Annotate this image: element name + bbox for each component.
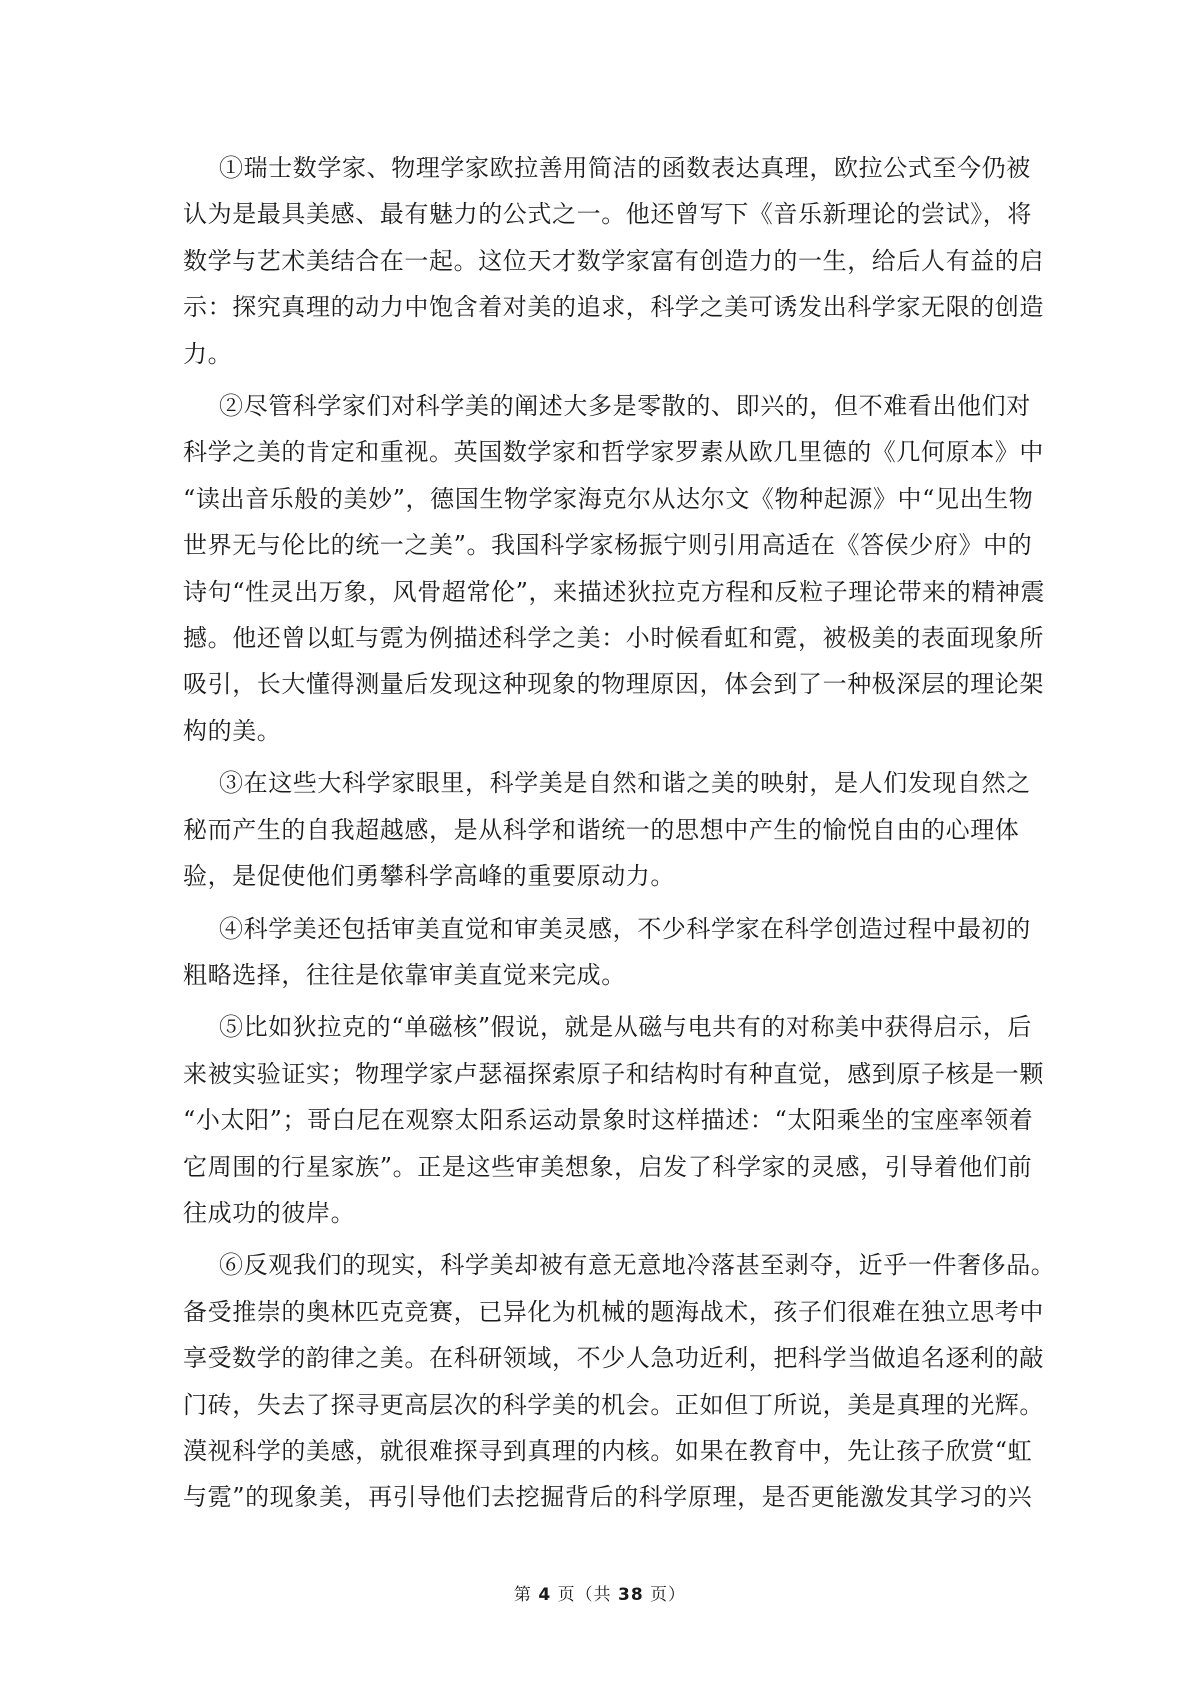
paragraph-6: [183, 1242, 1056, 1520]
paragraph-3: [183, 760, 1031, 899]
paragraph-line: 来被实验证实；物理学家卢瑟福探索原子和结构时有种直觉，感到原子核是一颗: [183, 1059, 1044, 1088]
paragraph-line: 漠视科学的美感，就很难探寻到真理的内核。如果在教育中，先让孩子欣赏“虹: [183, 1436, 1033, 1465]
paragraph-line: 示：探究真理的动力中饱含着对美的追求，科学之美可诱发出科学家无限的创造: [183, 293, 1044, 322]
total-page-count: 38: [617, 1585, 644, 1605]
article-body: [183, 145, 1056, 1527]
current-page-number: 4: [538, 1585, 552, 1605]
paragraph-line: 吸引，长大懂得测量后发现这种现象的物理原因，体会到了一种极深层的理论架: [183, 670, 1044, 699]
paragraph-line: ①瑞士数学家、物理学家欧拉善用简洁的函数表达真理，欧拉公式至今仍被: [219, 154, 1031, 182]
paragraph-line: 门砖，失去了探寻更高层次的科学美的机会。正如但丁所说，美是真理的光辉。: [183, 1390, 1044, 1419]
paragraph-line: 数学与艺术美结合在一起。这位天才数学家富有创造力的一生，给后人有益的启: [183, 246, 1044, 275]
paragraph-line: 科学之美的肯定和重视。英国数学家和哲学家罗素从欧几里德的《几何原本》中: [183, 438, 1044, 467]
paragraph-line: 诗句“性灵出万象，风骨超常伦”，来描述狄拉克方程和反粒子理论带来的精神震: [183, 577, 1046, 606]
paragraph-line: 粗略选择，往往是依靠审美直觉来完成。: [183, 960, 626, 989]
paragraph-line: 往成功的彼岸。: [183, 1198, 356, 1227]
paragraph-line: ④科学美还包括审美直觉和审美灵感，不少科学家在科学创造过程中最初的: [219, 914, 1031, 943]
footer-suffix: 页）: [650, 1585, 687, 1605]
paragraph-line: ⑤比如狄拉克的“单磁核”假说，就是从磁与电共有的对称美中获得启示，后: [219, 1013, 1032, 1042]
paragraph-line: 享受数学的韵律之美。在科研领域，不少人急功近利，把科学当做追名逐利的敲: [183, 1344, 1044, 1373]
paragraph-line: “读出音乐般的美妙”，德国生物学家海克尔从达尔文《物种起源》中“见出生物: [183, 484, 1034, 513]
paragraph-line: 构的美。: [183, 716, 282, 745]
page-footer: [0, 1580, 1200, 1605]
footer-middle: 页（共: [557, 1585, 612, 1605]
paragraph-line: 与霓”的现象美，再引导他们去挖掘背后的科学原理，是否更能激发其学习的兴: [183, 1483, 1033, 1512]
footer-prefix: 第: [513, 1585, 532, 1605]
paragraph-line: 备受推崇的奥林匹克竞赛，已异化为机械的题海战术，孩子们很难在独立思考中: [183, 1297, 1044, 1326]
paragraph-line: 它周围的行星家族”。正是这些审美想象，启发了科学家的灵感，引导着他们前: [183, 1152, 1033, 1181]
paragraph-4: [183, 906, 1031, 999]
paragraph-line: ②尽管科学家们对科学美的阐述大多是零散的、即兴的，但不难看出他们对: [219, 392, 1031, 421]
paragraph-line: 验，是促使他们勇攀科学高峰的重要原动力。: [183, 862, 675, 891]
paragraph-1: [183, 145, 1044, 377]
paragraph-line: 秘而产生的自我超越感，是从科学和谐统一的思想中产生的愉悦自由的心理体: [183, 815, 1020, 844]
paragraph-2: [183, 383, 1046, 754]
paragraph-5: [183, 1004, 1044, 1236]
paragraph-line: 力。: [183, 339, 233, 368]
paragraph-line: ③在这些大科学家眼里，科学美是自然和谐之美的映射，是人们发现自然之: [219, 769, 1031, 798]
paragraph-line: 撼。他还曾以虹与霓为例描述科学之美：小时候看虹和霓，被极美的表面现象所: [183, 624, 1044, 653]
paragraph-line: ⑥反观我们的现实，科学美却被有意无意地冷落甚至剥夺，近乎一件奢侈品。: [219, 1251, 1056, 1280]
paragraph-line: 认为是最具美感、最有魅力的公式之一。他还曾写下《音乐新理论的尝试》，将: [183, 200, 1032, 229]
paragraph-line: “小太阳”；哥白尼在观察太阳系运动景象时这样描述：“太阳乘坐的宝座率领着: [183, 1106, 1034, 1135]
paragraph-line: 世界无与伦比的统一之美”。我国科学家杨振宁则引用高适在《答侯少府》中的: [183, 531, 1033, 560]
